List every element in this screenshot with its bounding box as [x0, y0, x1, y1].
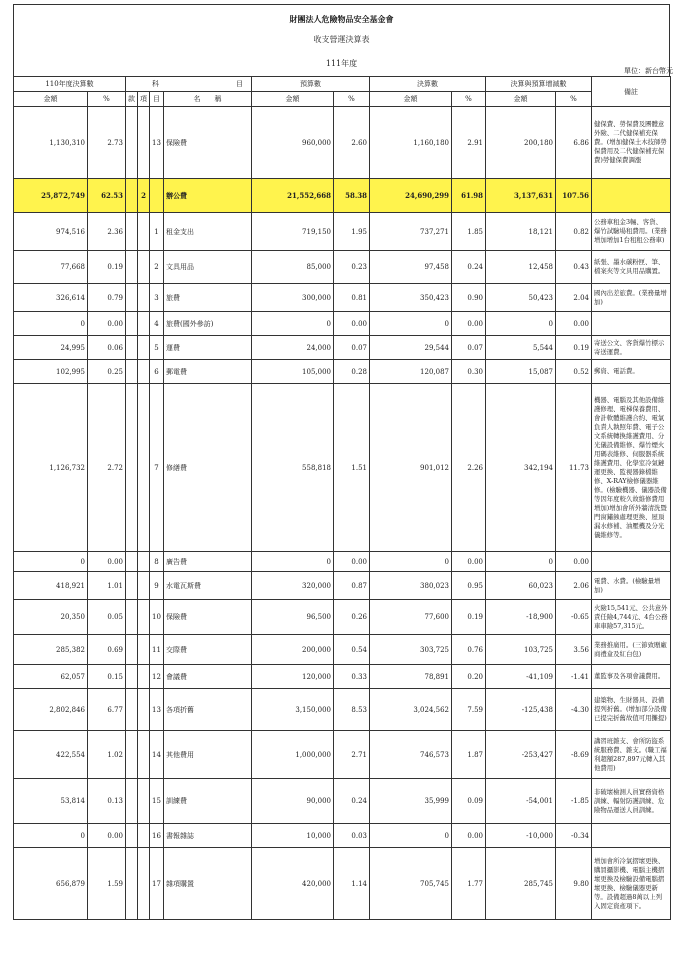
mu-cell: 1	[150, 213, 164, 251]
xiang-cell	[138, 572, 150, 600]
mu-cell: 14	[150, 731, 164, 779]
item-name-cell: 訓練費	[164, 779, 252, 824]
xiang-cell	[138, 213, 150, 251]
diff-pct-cell: -0.34	[556, 824, 592, 848]
name-header: 名 稱	[164, 92, 252, 107]
mu-cell: 8	[150, 552, 164, 572]
budget-pct-cell: 2.60	[334, 107, 370, 179]
budget-pct-cell: 0.54	[334, 635, 370, 665]
budget-pct-cell: 0.24	[334, 779, 370, 824]
diff-pct-cell: 0.00	[556, 552, 592, 572]
prev-pct-cell: 0.19	[88, 251, 126, 284]
kuan-cell	[126, 179, 138, 213]
actual-pct-cell: 0.76	[452, 635, 486, 665]
xiang-cell	[138, 360, 150, 384]
budget-amount-cell: 200,000	[252, 635, 334, 665]
kuan-cell	[126, 552, 138, 572]
kuan-cell	[126, 251, 138, 284]
prev-amount-cell: 2,802,846	[14, 689, 88, 731]
diff-amount-cell: -125,438	[486, 689, 556, 731]
budget-amount-cell: 3,150,000	[252, 689, 334, 731]
xiang-cell	[138, 635, 150, 665]
budget-amount-cell: 21,552,668	[252, 179, 334, 213]
report-title: 收支營運決算表	[313, 35, 370, 44]
mu-cell: 11	[150, 635, 164, 665]
diff-pct-cell: -1.41	[556, 665, 592, 689]
diff-amount-cell: 200,180	[486, 107, 556, 179]
item-name-cell: 廣告費	[164, 552, 252, 572]
budget-amount-cell: 300,000	[252, 284, 334, 312]
note-cell: 郵資、電話費。	[592, 360, 671, 384]
mu-cell: 9	[150, 572, 164, 600]
report-year: 111年度	[325, 59, 358, 68]
diff-amount-cell: -54,001	[486, 779, 556, 824]
actual-amount-cell: 0	[370, 312, 452, 336]
diff-amount-cell: 60,023	[486, 572, 556, 600]
xiang-cell	[138, 731, 150, 779]
table-row	[14, 360, 671, 384]
note-header: 備註	[592, 77, 671, 107]
xiang-cell	[138, 284, 150, 312]
mu-cell: 6	[150, 360, 164, 384]
item-name-cell: 水電瓦斯費	[164, 572, 252, 600]
prev-amount-cell: 24,995	[14, 336, 88, 360]
note-cell: 業務推廣用。(三節致贈廠商禮盒及紅白包)	[592, 635, 671, 665]
budget-amount-cell: 96,500	[252, 600, 334, 635]
note-cell: 董監事及各項會議費用。	[592, 665, 671, 689]
item-name-cell: 郵電費	[164, 360, 252, 384]
prev-amount-cell: 1,126,732	[14, 384, 88, 552]
budget-pct-cell: 1.95	[334, 213, 370, 251]
diff-amount-cell: 18,121	[486, 213, 556, 251]
note-cell: 機器、電腦及其他設備維護修理、電梯保養費用、會計軟體維護合約、電氣負責人執照年費、電子公文系統轉換維護費用、分光儀設備維修、爆竹煙火用碼表維修、伺服器系統維護費用、化學室冷氣鏈運更換、監視器錄檔維修、X-RAY檢修儀器維修。(檢驗機器、儀器設備等因年度較久故維修費用增加)增加會所外牆清洗暨門窗鏽蝕處理更換、屋頂漏水修補、油壓機及分光儀維修等。	[592, 384, 671, 552]
actual-amount-cell: 303,725	[370, 635, 452, 665]
kuan-cell	[126, 779, 138, 824]
item-name-cell: 各項折舊	[164, 689, 252, 731]
subject-header-right: 目	[236, 80, 243, 88]
prev-amount-cell: 53,814	[14, 779, 88, 824]
mu-cell: 4	[150, 312, 164, 336]
diff-pct-cell: 0.43	[556, 251, 592, 284]
xiang-cell	[138, 336, 150, 360]
table-row	[14, 779, 671, 824]
kuan-cell	[126, 384, 138, 552]
budget-amount-cell: 719,150	[252, 213, 334, 251]
table-row	[14, 665, 671, 689]
mu-cell: 13	[150, 689, 164, 731]
prev-pct-header: %	[88, 92, 126, 107]
diff-pct-cell: 11.73	[556, 384, 592, 552]
prev-pct-cell: 0.15	[88, 665, 126, 689]
actual-pct-cell: 61.98	[452, 179, 486, 213]
prev-amount-cell: 0	[14, 552, 88, 572]
budget-pct-cell: 0.26	[334, 600, 370, 635]
diff-pct-cell: 3.56	[556, 635, 592, 665]
actual-pct-cell: 7.59	[452, 689, 486, 731]
actual-amount-cell: 705,745	[370, 848, 452, 920]
note-cell	[592, 312, 671, 336]
diff-amount-cell: -41,109	[486, 665, 556, 689]
prev-pct-cell: 0.06	[88, 336, 126, 360]
item-name-cell: 租金支出	[164, 213, 252, 251]
xiang-cell: 2	[138, 179, 150, 213]
kuan-cell	[126, 572, 138, 600]
actual-amount-cell: 77,600	[370, 600, 452, 635]
diff-amount-cell: 3,137,631	[486, 179, 556, 213]
diff-pct-cell: -1.85	[556, 779, 592, 824]
kuan-cell	[126, 824, 138, 848]
budget-amount-cell: 105,000	[252, 360, 334, 384]
note-cell	[592, 179, 671, 213]
prev-pct-cell: 1.01	[88, 572, 126, 600]
table-row	[14, 600, 671, 635]
actual-amount-cell: 1,160,180	[370, 107, 452, 179]
budget-pct-cell: 0.33	[334, 665, 370, 689]
mu-cell: 13	[150, 107, 164, 179]
actual-amount-cell: 380,023	[370, 572, 452, 600]
budget-amount-cell: 24,000	[252, 336, 334, 360]
item-name-cell: 文具用品	[164, 251, 252, 284]
budget-pct-cell: 0.07	[334, 336, 370, 360]
note-cell	[592, 824, 671, 848]
actual-amount-header: 金額	[370, 92, 452, 107]
xiang-cell	[138, 384, 150, 552]
kuan-cell	[126, 600, 138, 635]
item-name-cell: 運費	[164, 336, 252, 360]
budget-table	[13, 76, 671, 920]
kuan-cell	[126, 689, 138, 731]
xiang-cell	[138, 689, 150, 731]
table-row	[14, 179, 671, 213]
actual-pct-cell: 0.00	[452, 552, 486, 572]
xiang-header: 項	[138, 92, 150, 107]
budget-pct-cell: 8.53	[334, 689, 370, 731]
diff-amount-cell: -10,000	[486, 824, 556, 848]
item-name-cell: 旅費(國外參訪)	[164, 312, 252, 336]
kuan-cell	[126, 848, 138, 920]
xiang-cell	[138, 824, 150, 848]
actual-amount-cell: 3,024,562	[370, 689, 452, 731]
header-row-1	[14, 77, 671, 92]
prev-pct-cell: 1.59	[88, 848, 126, 920]
actual-pct-cell: 1.85	[452, 213, 486, 251]
budget-amount-cell: 0	[252, 312, 334, 336]
diff-pct-cell: 0.82	[556, 213, 592, 251]
note-cell: 火險15,541元、公共意外責任險4,744元、4台公務車車險57,315元。	[592, 600, 671, 635]
diff-pct-cell: -0.65	[556, 600, 592, 635]
kuan-header: 款	[126, 92, 138, 107]
mu-cell: 7	[150, 384, 164, 552]
table-row	[14, 284, 671, 312]
table-row	[14, 635, 671, 665]
kuan-cell	[126, 312, 138, 336]
note-cell: 講習班雜支、會所防盜系統服務費、雜支。(職工福利超額287,897元轉入其他費用)	[592, 731, 671, 779]
prev-amount-cell: 77,668	[14, 251, 88, 284]
mu-cell: 2	[150, 251, 164, 284]
actual-amount-cell: 120,087	[370, 360, 452, 384]
kuan-cell	[126, 665, 138, 689]
diff-amount-cell: 0	[486, 552, 556, 572]
xiang-cell	[138, 600, 150, 635]
budget-pct-cell: 0.87	[334, 572, 370, 600]
budget-amount-cell: 420,000	[252, 848, 334, 920]
actual-pct-cell: 0.19	[452, 600, 486, 635]
diff-pct-cell: 0.00	[556, 312, 592, 336]
note-cell: 寄送公文、客貨爆竹標示寄送運費。	[592, 336, 671, 360]
diff-pct-cell: 9.80	[556, 848, 592, 920]
diff-amount-cell: 50,423	[486, 284, 556, 312]
prev-pct-cell: 6.77	[88, 689, 126, 731]
note-cell: 電費、水費。(檢驗量增加)	[592, 572, 671, 600]
actual-pct-cell: 0.07	[452, 336, 486, 360]
table-row	[14, 312, 671, 336]
budget-pct-header: %	[334, 92, 370, 107]
prev-pct-cell: 0.13	[88, 779, 126, 824]
prev-amount-cell: 62,057	[14, 665, 88, 689]
prev-amount-cell: 326,614	[14, 284, 88, 312]
table-row	[14, 251, 671, 284]
actual-pct-cell: 1.87	[452, 731, 486, 779]
prev-pct-cell: 2.36	[88, 213, 126, 251]
prev-amount-cell: 0	[14, 312, 88, 336]
note-cell: 增加會所冷氣摺壞更換、購買攝影機、電腦主機摺壞更換及檢驗設備電腦摺壞更換、檢驗儀器更新等。設備超過8萬以上列入固定資產項下。	[592, 848, 671, 920]
xiang-cell	[138, 251, 150, 284]
budget-pct-cell: 0.03	[334, 824, 370, 848]
actual-pct-cell: 0.09	[452, 779, 486, 824]
diff-amount-cell: 285,745	[486, 848, 556, 920]
mu-cell	[150, 179, 164, 213]
diff-pct-cell: 2.06	[556, 572, 592, 600]
prev-amount-cell: 20,350	[14, 600, 88, 635]
kuan-cell	[126, 336, 138, 360]
prev-pct-cell: 62.53	[88, 179, 126, 213]
subject-header-left: 科	[152, 80, 159, 88]
table-row	[14, 572, 671, 600]
note-cell: 建築物、生財器具、設備提列折舊。(增加部分設備已提完折舊故值可用攤提)	[592, 689, 671, 731]
actual-amount-cell: 97,458	[370, 251, 452, 284]
prev-pct-cell: 2.72	[88, 384, 126, 552]
prev-amount-cell: 656,879	[14, 848, 88, 920]
actual-pct-cell: 0.30	[452, 360, 486, 384]
note-cell: 國內出差旅費。(業務量增加)	[592, 284, 671, 312]
diff-amount-cell: 0	[486, 312, 556, 336]
diff-pct-cell: 0.52	[556, 360, 592, 384]
header-row-2	[14, 92, 671, 107]
xiang-cell	[138, 107, 150, 179]
item-name-cell: 其他費用	[164, 731, 252, 779]
table-row	[14, 336, 671, 360]
prev-amount-cell: 422,554	[14, 731, 88, 779]
budget-amount-cell: 1,000,000	[252, 731, 334, 779]
prev-amount-header: 金額	[14, 92, 88, 107]
prev-pct-cell: 2.73	[88, 107, 126, 179]
xiang-cell	[138, 312, 150, 336]
mu-cell: 10	[150, 600, 164, 635]
note-cell: 公務車租金3輛、客貨、爆竹試驗場租費用。(業務增加增加1台租租公務車)	[592, 213, 671, 251]
diff-pct-cell: -8.69	[556, 731, 592, 779]
actual-amount-cell: 350,423	[370, 284, 452, 312]
diff-pct-cell: 2.04	[556, 284, 592, 312]
prev-amount-cell: 102,995	[14, 360, 88, 384]
diff-pct-cell: 6.86	[556, 107, 592, 179]
kuan-cell	[126, 107, 138, 179]
note-cell: 健保費、勞保費及團體意外險、二代健保補充保費。(增加健保土木技師勞保費用及二代健保補充保費)勞健保費調漲	[592, 107, 671, 179]
mu-cell: 17	[150, 848, 164, 920]
mu-cell: 3	[150, 284, 164, 312]
xiang-cell	[138, 665, 150, 689]
diff-amount-cell: 15,087	[486, 360, 556, 384]
actual-pct-cell: 1.77	[452, 848, 486, 920]
actual-pct-cell: 0.00	[452, 312, 486, 336]
actual-pct-cell: 0.00	[452, 824, 486, 848]
actual-amount-cell: 0	[370, 552, 452, 572]
item-name-cell: 旅費	[164, 284, 252, 312]
actual-amount-cell: 901,012	[370, 384, 452, 552]
unit-label: 單位：新台幣元	[624, 67, 673, 75]
kuan-cell	[126, 731, 138, 779]
actual-pct-cell: 0.24	[452, 251, 486, 284]
item-name-cell: 保險費	[164, 107, 252, 179]
actual-pct-cell: 2.26	[452, 384, 486, 552]
kuan-cell	[126, 213, 138, 251]
diff-pct-header: %	[556, 92, 592, 107]
prev-amount-cell: 1,130,310	[14, 107, 88, 179]
diff-pct-cell: 0.19	[556, 336, 592, 360]
prev-pct-cell: 0.05	[88, 600, 126, 635]
actual-header: 決算數	[370, 77, 486, 92]
item-name-cell: 會議費	[164, 665, 252, 689]
budget-amount-cell: 90,000	[252, 779, 334, 824]
actual-pct-cell: 2.91	[452, 107, 486, 179]
actual-amount-cell: 746,573	[370, 731, 452, 779]
prev-pct-cell: 0.00	[88, 824, 126, 848]
diff-header: 決算與預算增減數	[486, 77, 592, 92]
kuan-cell	[126, 635, 138, 665]
table-row	[14, 731, 671, 779]
xiang-cell	[138, 552, 150, 572]
prev-pct-cell: 0.69	[88, 635, 126, 665]
prev-header: 110年度決算數	[14, 77, 126, 92]
prev-amount-cell: 974,516	[14, 213, 88, 251]
actual-amount-cell: 29,544	[370, 336, 452, 360]
table-row	[14, 824, 671, 848]
diff-amount-cell: 342,194	[486, 384, 556, 552]
budget-amount-cell: 85,000	[252, 251, 334, 284]
prev-pct-cell: 0.00	[88, 552, 126, 572]
table-row	[14, 689, 671, 731]
item-name-cell: 雜項購置	[164, 848, 252, 920]
item-name-cell: 書報雜誌	[164, 824, 252, 848]
actual-amount-cell: 24,690,299	[370, 179, 452, 213]
item-name-cell: 修繕費	[164, 384, 252, 552]
budget-pct-cell: 1.51	[334, 384, 370, 552]
actual-pct-cell: 0.95	[452, 572, 486, 600]
prev-amount-cell: 25,872,749	[14, 179, 88, 213]
mu-cell: 16	[150, 824, 164, 848]
diff-pct-cell: 107.56	[556, 179, 592, 213]
budget-pct-cell: 1.14	[334, 848, 370, 920]
item-name-cell: 辦公費	[164, 179, 252, 213]
budget-pct-cell: 0.81	[334, 284, 370, 312]
budget-amount-cell: 320,000	[252, 572, 334, 600]
kuan-cell	[126, 360, 138, 384]
budget-pct-cell: 0.00	[334, 552, 370, 572]
actual-amount-cell: 35,999	[370, 779, 452, 824]
xiang-cell	[138, 779, 150, 824]
prev-amount-cell: 418,921	[14, 572, 88, 600]
note-cell	[592, 552, 671, 572]
budget-pct-cell: 2.71	[334, 731, 370, 779]
table-row	[14, 107, 671, 179]
diff-amount-cell: 103,725	[486, 635, 556, 665]
table-row	[14, 552, 671, 572]
actual-amount-cell: 0	[370, 824, 452, 848]
budget-amount-header: 金額	[252, 92, 334, 107]
table-row	[14, 848, 671, 920]
budget-pct-cell: 0.23	[334, 251, 370, 284]
table-row	[14, 384, 671, 552]
note-cell: 紙張、墨水碳粉匣、筆、檔案夾等文具用品購置。	[592, 251, 671, 284]
xiang-cell	[138, 848, 150, 920]
mu-cell: 5	[150, 336, 164, 360]
budget-amount-cell: 960,000	[252, 107, 334, 179]
prev-amount-cell: 0	[14, 824, 88, 848]
mu-cell: 15	[150, 779, 164, 824]
table-row	[14, 213, 671, 251]
budget-amount-cell: 10,000	[252, 824, 334, 848]
note-cell: 非破壞檢測人員實務資格訓練、輻射防護訓練、危險物品運送人員訓練。	[592, 779, 671, 824]
prev-pct-cell: 1.02	[88, 731, 126, 779]
org-title: 財團法人危險物品安全基金會	[289, 14, 394, 24]
budget-amount-cell: 120,000	[252, 665, 334, 689]
prev-pct-cell: 0.79	[88, 284, 126, 312]
budget-pct-cell: 0.28	[334, 360, 370, 384]
prev-pct-cell: 0.25	[88, 360, 126, 384]
budget-amount-cell: 558,818	[252, 384, 334, 552]
actual-pct-cell: 0.20	[452, 665, 486, 689]
budget-pct-cell: 0.00	[334, 312, 370, 336]
actual-pct-cell: 0.90	[452, 284, 486, 312]
diff-pct-cell: -4.30	[556, 689, 592, 731]
mu-header: 目	[150, 92, 164, 107]
mu-cell: 12	[150, 665, 164, 689]
item-name-cell: 保險費	[164, 600, 252, 635]
kuan-cell	[126, 284, 138, 312]
actual-pct-header: %	[452, 92, 486, 107]
actual-amount-cell: 737,271	[370, 213, 452, 251]
item-name-cell: 交際費	[164, 635, 252, 665]
diff-amount-cell: -18,900	[486, 600, 556, 635]
budget-amount-cell: 0	[252, 552, 334, 572]
diff-amount-header: 金額	[486, 92, 556, 107]
prev-pct-cell: 0.00	[88, 312, 126, 336]
subject-header	[126, 77, 252, 92]
diff-amount-cell: 5,544	[486, 336, 556, 360]
diff-amount-cell: -253,427	[486, 731, 556, 779]
actual-amount-cell: 78,891	[370, 665, 452, 689]
prev-amount-cell: 285,382	[14, 635, 88, 665]
budget-pct-cell: 58.38	[334, 179, 370, 213]
table-body	[14, 107, 671, 920]
diff-amount-cell: 12,458	[486, 251, 556, 284]
budget-header: 預算數	[252, 77, 370, 92]
